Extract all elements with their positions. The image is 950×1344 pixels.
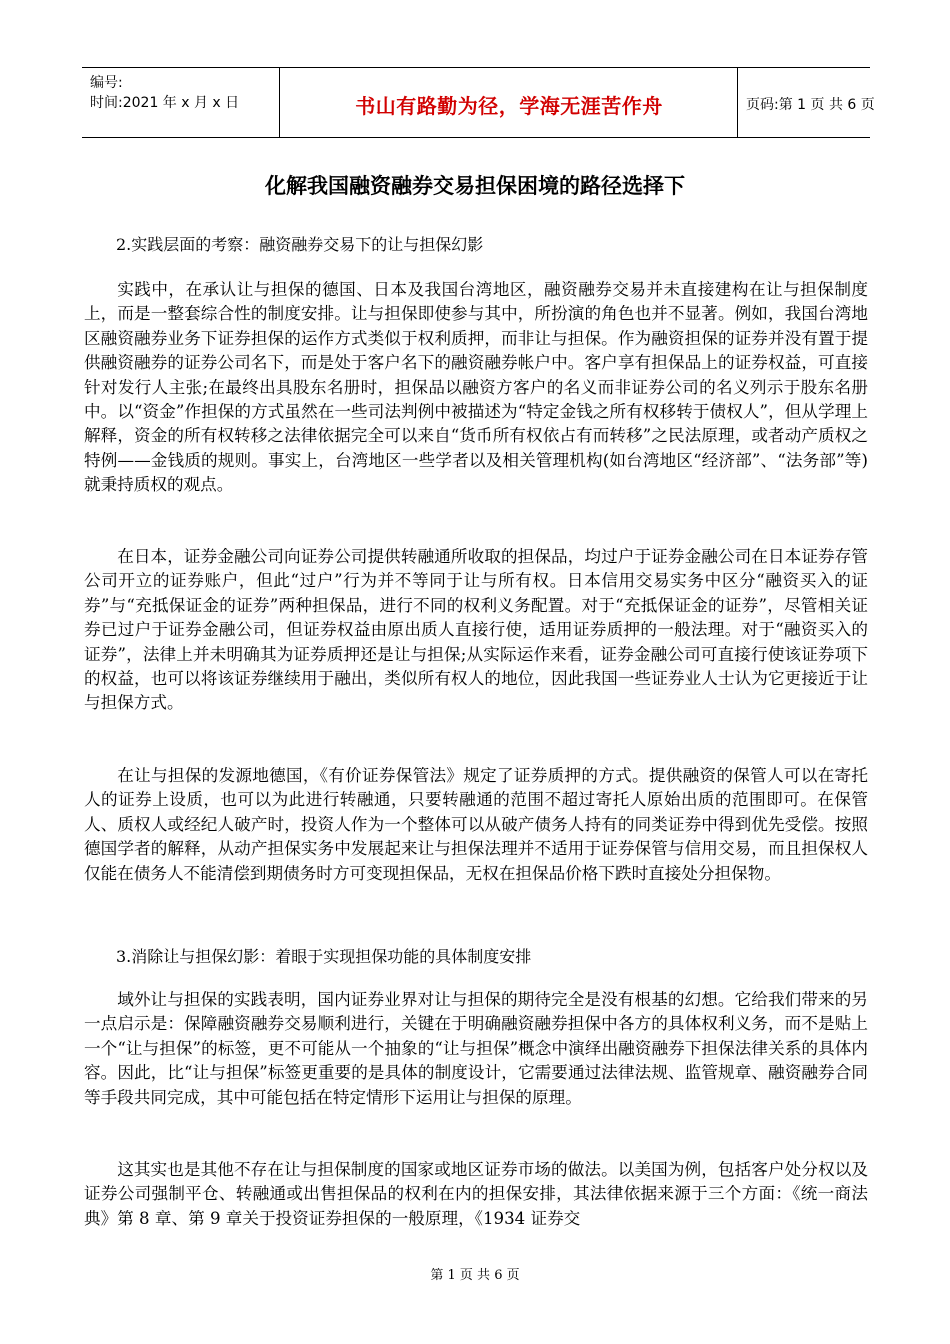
paragraph-4: 域外让与担保的实践表明，国内证券业界对让与担保的期待完全是没有根基的幻想。它给我们带来的另一点启示是：保障融资融券交易顺利进行，关键在于明确融资融券担保中各方的具体权利义务，而不是贴上一个“让与担保”的标签，更不可能从一个抽象的“让与担保”概念中演绎出融资融券下担保法律关系的具体内容。因此，比“让与担保”标签更重要的是具体的制度设计，它需要通过法律法规、监管规章、融资融券合同等手段共同完成，其中可能包括在特定情形下运用让与担保的原理。 xyxy=(84,990,868,1107)
paragraph-3: 在让与担保的发源地德国，《有价证券保管法》规定了证券质押的方式。提供融资的保管人可以在寄托人的证券上设质，也可以为此进行转融通，只要转融通的范围不超过寄托人原始出质的范围即可。在保管人、质权人或经纪人破产时，投资人作为一个整体可以从破产债务人持有的同类证券中得到优先受偿。按照德国学者的解释，从动产担保实务中发展起来让与担保法理并不适用于证券保管与信用交易，而且担保权人仅能在债务人不能清偿到期债务时方可变现担保品，无权在担保品价格下跌时直接处分担保物。 xyxy=(84,766,868,883)
section-heading-3: 3.消除让与担保幻影：着眼于实现担保功能的具体制度安排 xyxy=(116,947,532,966)
motto-text: 书山有路勤为径，学海无涯苦作舟 xyxy=(355,94,663,118)
page-footer: 第 1 页 共 6 页 xyxy=(430,1268,520,1283)
document-title: 化解我国融资融券交易担保困境的路径选择下 xyxy=(265,174,685,198)
time-label: 时间:2021 年 x 月 x 日 xyxy=(90,95,240,111)
header-table xyxy=(82,67,875,138)
page-label: 页码:第 1 页 共 6 页 xyxy=(746,97,875,113)
number-label: 编号: xyxy=(90,75,123,91)
header-page-cell xyxy=(738,68,875,137)
header-motto-cell xyxy=(280,68,738,137)
paragraph-1: 实践中，在承认让与担保的德国、日本及我国台湾地区，融资融券交易并未直接建构在让与担保制度上，而是一整套综合性的制度安排。让与担保即使参与其中，所扮演的角色也并不显著。例如，我国台湾地区融资融券业务下证券担保的运作方式类似于权利质押，而非让与担保。作为融资担保的证券并没有置于提供融资融券的证券公司名下，而是处于客户名下的融资融券帐户中。客户享有担保品上的证券权益，可直接针对发行人主张;在最终出具股东名册时，担保品以融资方客户的名义而非证券公司的名义列示于股东名册中。以“资金”作担保的方式虽然在一些司法判例中被描述为“特定金钱之所有权移转于债权人”，但从学理上解释，资金的所有权转移之法律依据完全可以来自“货币所有权依占有而转移”之民法原理，或者动产质权之特例——金钱质的规则。事实上，台湾地区一些学者以及相关管理机构(如台湾地区“经济部”、“法务部”等)就秉持质权的观点。 xyxy=(84,280,868,495)
paragraph-5: 这其实也是其他不存在让与担保制度的国家或地区证券市场的做法。以美国为例，包括客户处分权以及证券公司强制平仓、转融通或出售担保品的权利在内的担保安排，其法律依据来源于三个方面：《统一商法典》第 8 章、第 9 章关于投资证券担保的一般原理，《1934 证券交 xyxy=(84,1160,868,1228)
section-heading-2: 2.实践层面的考察：融资融券交易下的让与担保幻影 xyxy=(116,235,484,254)
paragraph-2: 在日本，证券金融公司向证券公司提供转融通所收取的担保品，均过户于证券金融公司在日本证券存管公司开立的证券账户，但此“过户”行为并不等同于让与所有权。日本信用交易实务中区分“融资买入的证券”与“充抵保证金的证券”两种担保品，进行不同的权利义务配置。对于“充抵保证金的证券”，尽管相关证券已过户于证券金融公司，但证券权益由原出质人直接行使，适用证券质押的一般法理。对于“融资买入的证券”，法律上并未明确其为证券质押还是让与担保;从实际运作来看，证券金融公司可直接行使该证券项下的权益，也可以将该证券继续用于融出，类似所有权人的地位，因此我国一些证券业人士认为它更接近于让与担保方式。 xyxy=(84,547,868,713)
header-info-cell xyxy=(82,68,280,137)
